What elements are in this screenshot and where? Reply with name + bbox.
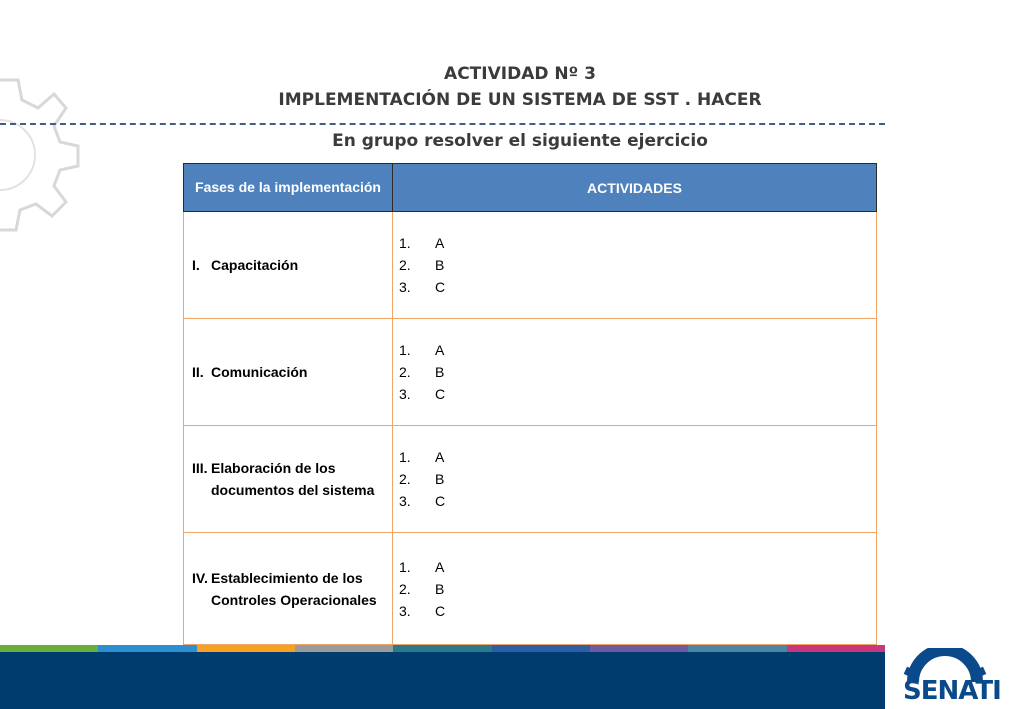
activities-cell bbox=[393, 533, 877, 645]
color-stripe bbox=[688, 645, 786, 652]
activity-text: C bbox=[435, 386, 446, 402]
activity-item bbox=[399, 383, 875, 405]
activity-text: A bbox=[435, 449, 445, 465]
color-stripe bbox=[590, 645, 688, 652]
phase-cell bbox=[184, 212, 393, 319]
senati-logo-text: SENATI bbox=[903, 676, 1001, 706]
activity-text: A bbox=[435, 342, 445, 358]
activity-item bbox=[399, 232, 875, 254]
phase-name: Capacitación bbox=[211, 257, 299, 273]
activity-number: 1. bbox=[399, 342, 411, 358]
color-stripe bbox=[0, 645, 98, 652]
implementation-table bbox=[183, 163, 877, 645]
color-stripe bbox=[295, 645, 393, 652]
activity-number: 1. bbox=[399, 449, 411, 465]
column-header-activities: ACTIVIDADES bbox=[393, 164, 877, 212]
table-row bbox=[184, 426, 877, 533]
phase-number: IV. bbox=[192, 569, 208, 586]
activity-item bbox=[399, 361, 875, 383]
activity-text: C bbox=[435, 279, 446, 295]
activities-cell bbox=[393, 319, 877, 426]
activity-text: B bbox=[435, 580, 445, 597]
activity-text: B bbox=[435, 471, 445, 487]
activities-cell bbox=[393, 212, 877, 319]
activity-number: 2. bbox=[399, 257, 411, 273]
activity-item bbox=[399, 446, 875, 468]
activity-text: C bbox=[435, 493, 446, 509]
footer-bar bbox=[0, 652, 885, 709]
table-header-row bbox=[184, 164, 877, 212]
phase-name: Establecimiento de los Controles Operacionales bbox=[211, 569, 377, 608]
activity-number: 3. bbox=[399, 493, 411, 509]
color-stripe bbox=[98, 645, 196, 652]
phase-number: III. bbox=[192, 460, 208, 476]
activity-text: A bbox=[435, 558, 445, 575]
phase-name: Comunicación bbox=[211, 364, 308, 380]
phase-cell bbox=[184, 533, 393, 645]
activity-item bbox=[399, 556, 875, 578]
color-stripe bbox=[197, 645, 295, 652]
table-row bbox=[184, 533, 877, 645]
activity-number: 2. bbox=[399, 580, 411, 597]
activity-number: 1. bbox=[399, 235, 411, 251]
color-stripe bbox=[393, 645, 491, 652]
activity-item bbox=[399, 276, 875, 298]
activity-item bbox=[399, 254, 875, 276]
activity-number: 2. bbox=[399, 364, 411, 380]
header-divider bbox=[0, 123, 885, 125]
activity-number: 3. bbox=[399, 386, 411, 402]
activity-number: 3. bbox=[399, 279, 411, 295]
activity-number: 1. bbox=[399, 558, 411, 575]
activity-text: A bbox=[435, 235, 445, 251]
phase-number: II. bbox=[192, 364, 204, 380]
footer-band bbox=[0, 645, 885, 709]
footer-color-stripes bbox=[0, 645, 885, 652]
activity-item bbox=[399, 490, 875, 512]
phase-cell bbox=[184, 319, 393, 426]
column-header-phases: Fases de la implementación bbox=[184, 164, 393, 212]
instruction-text: En grupo resolver el siguiente ejercicio bbox=[332, 131, 708, 151]
table-row bbox=[184, 319, 877, 426]
phase-name: Elaboración de los documentos del sistema bbox=[211, 460, 375, 498]
activity-item bbox=[399, 468, 875, 490]
activity-item bbox=[399, 600, 875, 622]
table-row bbox=[184, 212, 877, 319]
activity-item bbox=[399, 578, 875, 600]
color-stripe bbox=[787, 645, 885, 652]
activity-title: ACTIVIDAD Nº 3 bbox=[444, 64, 596, 84]
phase-number: I. bbox=[192, 257, 200, 273]
activity-text: C bbox=[435, 602, 446, 619]
activity-number: 3. bbox=[399, 602, 411, 619]
phase-cell bbox=[184, 426, 393, 533]
color-stripe bbox=[492, 645, 590, 652]
activity-item bbox=[399, 339, 875, 361]
activities-cell bbox=[393, 426, 877, 533]
activity-subject: IMPLEMENTACIÓN DE UN SISTEMA DE SST . HACER bbox=[278, 90, 762, 110]
activity-text: B bbox=[435, 257, 445, 273]
activity-number: 2. bbox=[399, 471, 411, 487]
activity-text: B bbox=[435, 364, 445, 380]
